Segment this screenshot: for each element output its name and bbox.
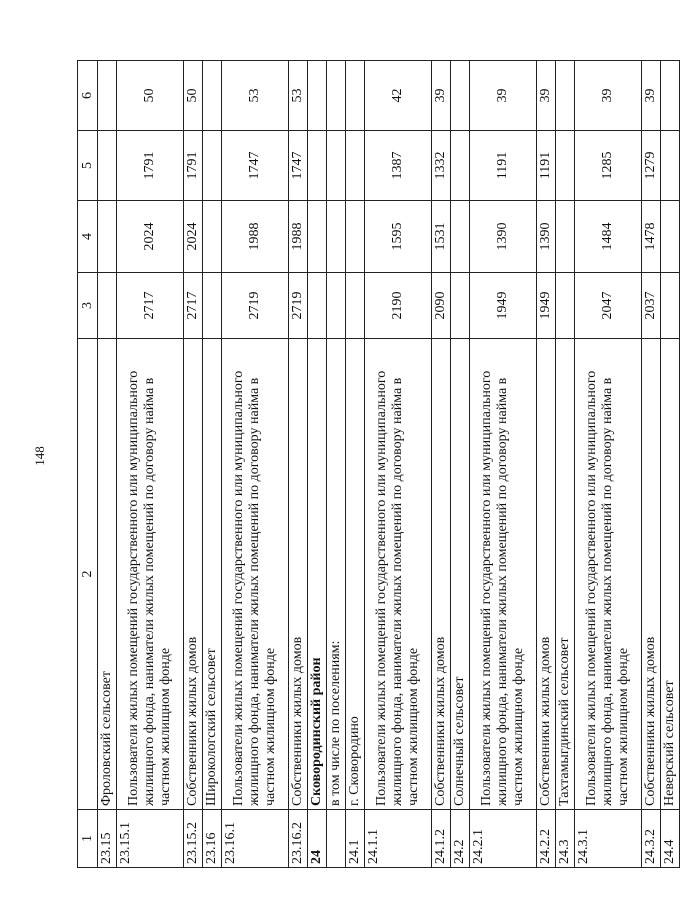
row-value-col3 xyxy=(451,273,470,339)
row-value-col3 xyxy=(346,273,365,339)
row-code: 24.3 xyxy=(556,810,575,868)
rotated-table-container xyxy=(77,61,677,868)
row-code: 23.16.1 xyxy=(222,810,289,868)
row-value-col5: 1747 xyxy=(222,131,289,201)
row-value-col3 xyxy=(327,273,346,339)
row-value-col3 xyxy=(556,273,575,339)
column-header: 5 xyxy=(78,131,98,201)
row-value-col6: 53 xyxy=(222,61,289,131)
table-row xyxy=(556,61,575,868)
table-row xyxy=(327,61,346,868)
row-name: Пользователи жилых помещений государственного или муниципального жилищного фонда, наниматели жилых помещений по договору найма в частном жилищном фонде xyxy=(470,339,537,810)
row-code: 23.15.2 xyxy=(184,810,203,868)
row-value-col5 xyxy=(327,131,346,201)
row-value-col5 xyxy=(661,131,680,201)
column-header: 2 xyxy=(78,339,98,810)
row-value-col4 xyxy=(327,201,346,273)
row-value-col4 xyxy=(346,201,365,273)
row-name: в том числе по поселениям: xyxy=(327,339,346,810)
row-code: 24.1.1 xyxy=(365,810,432,868)
row-name: Солнечный сельсовет xyxy=(451,339,470,810)
row-value-col4: 1988 xyxy=(289,201,308,273)
row-value-col6 xyxy=(203,61,222,131)
row-value-col5 xyxy=(556,131,575,201)
row-code: 24 xyxy=(308,810,327,868)
row-name: Собственники жилых домов xyxy=(432,339,451,810)
row-value-col5: 1279 xyxy=(642,131,661,201)
row-code: 24.3.2 xyxy=(642,810,661,868)
row-name: Неверский сельсовет xyxy=(661,339,680,810)
row-value-col3 xyxy=(661,273,680,339)
row-name: Пользователи жилых помещений государственного или муниципального жилищного фонда, наниматели жилых помещений по договору найма в частном жилищном фонде xyxy=(117,339,184,810)
row-value-col3: 2190 xyxy=(365,273,432,339)
row-value-col4: 1478 xyxy=(642,201,661,273)
column-header: 1 xyxy=(78,810,98,868)
row-name: Сковородинский район xyxy=(308,339,327,810)
row-code xyxy=(327,810,346,868)
row-name: Фроловский сельсовет xyxy=(98,339,117,810)
row-value-col5: 1791 xyxy=(184,131,203,201)
row-value-col6: 39 xyxy=(575,61,642,131)
row-name: Тахтамыгдинский сельсовет xyxy=(556,339,575,810)
row-value-col4 xyxy=(661,201,680,273)
row-value-col4 xyxy=(308,201,327,273)
row-name: Пользователи жилых помещений государственного или муниципального жилищного фонда, наниматели жилых помещений по договору найма в частном жилищном фонде xyxy=(575,339,642,810)
row-value-col6 xyxy=(556,61,575,131)
row-value-col6 xyxy=(308,61,327,131)
table-row xyxy=(222,61,289,868)
table-row xyxy=(98,61,117,868)
table-body xyxy=(98,61,680,868)
table-row xyxy=(308,61,327,868)
table-row xyxy=(289,61,308,868)
row-value-col5 xyxy=(451,131,470,201)
row-value-col3: 2037 xyxy=(642,273,661,339)
row-code: 24.3.1 xyxy=(575,810,642,868)
row-name: Пользователи жилых помещений государственного или муниципального жилищного фонда, наниматели жилых помещений по договору найма в частном жилищном фонде xyxy=(222,339,289,810)
row-value-col4 xyxy=(556,201,575,273)
row-name: Собственники жилых домов xyxy=(289,339,308,810)
row-value-col5: 1332 xyxy=(432,131,451,201)
row-value-col5 xyxy=(203,131,222,201)
row-value-col6 xyxy=(327,61,346,131)
row-value-col6: 39 xyxy=(642,61,661,131)
row-value-col5 xyxy=(308,131,327,201)
column-header: 6 xyxy=(78,61,98,131)
row-value-col6: 42 xyxy=(365,61,432,131)
row-value-col6: 53 xyxy=(289,61,308,131)
row-value-col3: 2047 xyxy=(575,273,642,339)
row-code: 23.16.2 xyxy=(289,810,308,868)
row-name: Пользователи жилых помещений государственного или муниципального жилищного фонда, наниматели жилых помещений по договору найма в частном жилищном фонде xyxy=(365,339,432,810)
row-value-col4 xyxy=(98,201,117,273)
table-row xyxy=(642,61,661,868)
column-header: 3 xyxy=(78,273,98,339)
row-value-col6: 50 xyxy=(117,61,184,131)
column-header: 4 xyxy=(78,201,98,273)
row-value-col5 xyxy=(346,131,365,201)
table-row xyxy=(203,61,222,868)
row-value-col5: 1191 xyxy=(470,131,537,201)
row-code: 24.4 xyxy=(661,810,680,868)
table-row xyxy=(346,61,365,868)
row-value-col4: 1484 xyxy=(575,201,642,273)
row-code: 24.2.2 xyxy=(537,810,556,868)
row-value-col3: 2090 xyxy=(432,273,451,339)
row-value-col3 xyxy=(98,273,117,339)
row-value-col3: 2717 xyxy=(184,273,203,339)
row-value-col4: 1595 xyxy=(365,201,432,273)
row-value-col4: 1390 xyxy=(470,201,537,273)
row-value-col4 xyxy=(203,201,222,273)
row-value-col3: 1949 xyxy=(537,273,556,339)
page-number: 148 xyxy=(32,446,47,466)
table-row xyxy=(470,61,537,868)
row-value-col6 xyxy=(451,61,470,131)
row-value-col5 xyxy=(98,131,117,201)
row-value-col4 xyxy=(451,201,470,273)
row-name: Собственники жилых домов xyxy=(642,339,661,810)
row-value-col6: 39 xyxy=(537,61,556,131)
row-value-col4: 2024 xyxy=(117,201,184,273)
table-row xyxy=(661,61,680,868)
row-name: Собственники жилых домов xyxy=(184,339,203,810)
row-value-col3: 2719 xyxy=(222,273,289,339)
row-value-col5: 1191 xyxy=(537,131,556,201)
row-value-col3: 2719 xyxy=(289,273,308,339)
row-value-col6: 39 xyxy=(470,61,537,131)
table-row xyxy=(117,61,184,868)
row-value-col6: 39 xyxy=(432,61,451,131)
tariff-table xyxy=(77,60,680,868)
row-code: 24.1 xyxy=(346,810,365,868)
row-code: 23.15.1 xyxy=(117,810,184,868)
row-value-col3 xyxy=(308,273,327,339)
row-code: 24.1.2 xyxy=(432,810,451,868)
table-row xyxy=(575,61,642,868)
row-name: Собственники жилых домов xyxy=(537,339,556,810)
row-value-col6: 50 xyxy=(184,61,203,131)
row-value-col5: 1791 xyxy=(117,131,184,201)
row-value-col6 xyxy=(346,61,365,131)
table-row xyxy=(451,61,470,868)
row-value-col5: 1747 xyxy=(289,131,308,201)
table-row xyxy=(184,61,203,868)
row-value-col5: 1285 xyxy=(575,131,642,201)
row-name: Широкологский сельсовет xyxy=(203,339,222,810)
row-value-col3 xyxy=(203,273,222,339)
row-value-col4: 1390 xyxy=(537,201,556,273)
row-name: г. Сковородино xyxy=(346,339,365,810)
row-code: 24.2.1 xyxy=(470,810,537,868)
table-row xyxy=(365,61,432,868)
row-code: 23.15 xyxy=(98,810,117,868)
row-code: 23.16 xyxy=(203,810,222,868)
table-row xyxy=(537,61,556,868)
table-header-row xyxy=(78,61,98,868)
row-value-col3: 1949 xyxy=(470,273,537,339)
row-value-col3: 2717 xyxy=(117,273,184,339)
row-value-col6 xyxy=(98,61,117,131)
row-value-col4: 2024 xyxy=(184,201,203,273)
row-code: 24.2 xyxy=(451,810,470,868)
row-value-col6 xyxy=(661,61,680,131)
table-row xyxy=(432,61,451,868)
row-value-col4: 1531 xyxy=(432,201,451,273)
row-value-col4: 1988 xyxy=(222,201,289,273)
row-value-col5: 1387 xyxy=(365,131,432,201)
